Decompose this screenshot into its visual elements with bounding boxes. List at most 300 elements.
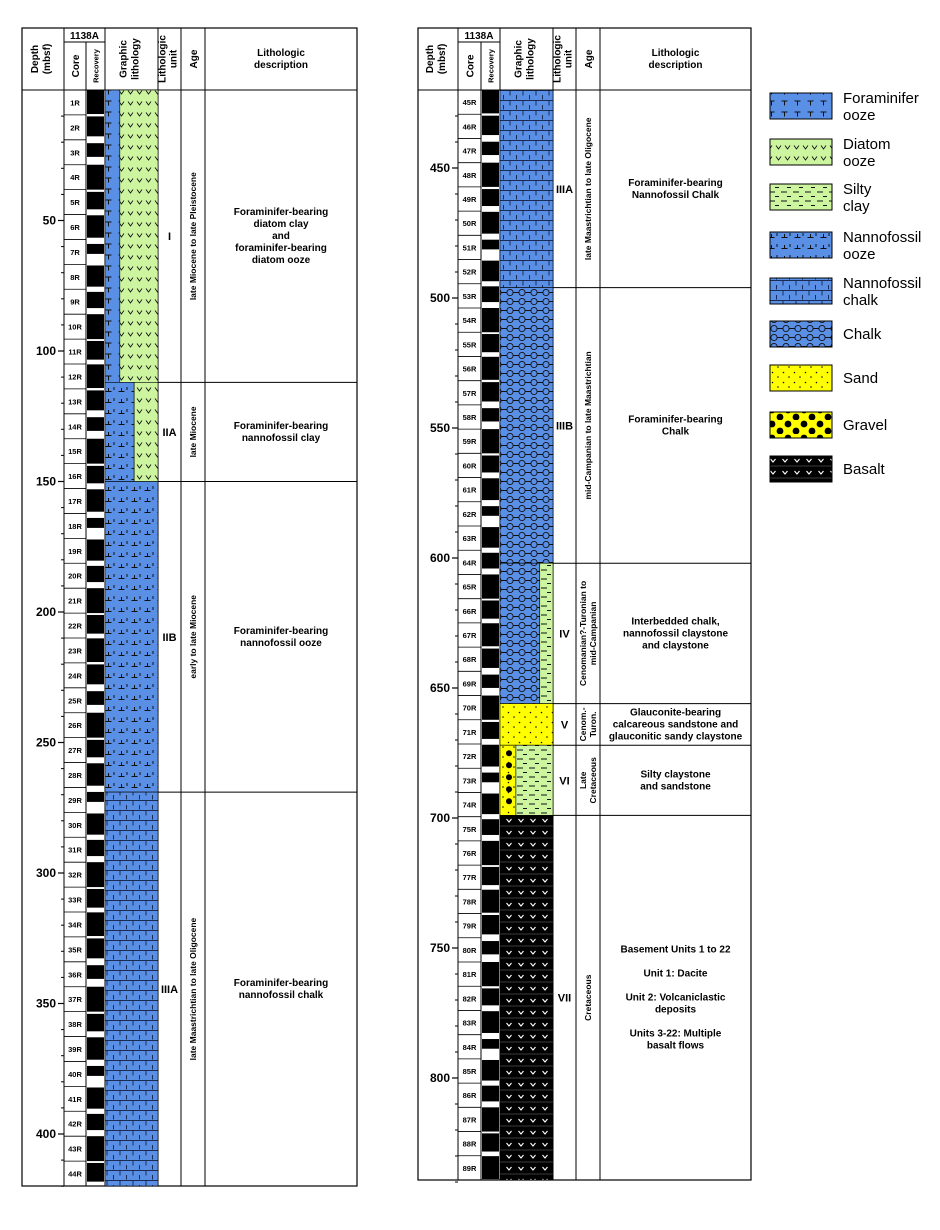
- recovery-bar: [87, 1066, 104, 1076]
- core-label: 64R: [462, 558, 477, 568]
- lithology-diatom-ooze: [134, 382, 158, 481]
- unit-label: IIIA: [160, 984, 179, 997]
- depth-tick-label: 300: [35, 866, 56, 880]
- depth-tick-label: 350: [35, 996, 56, 1011]
- description-text: Chalk: [661, 426, 690, 438]
- recovery-bar: [482, 382, 499, 401]
- gravel-clast: [506, 786, 512, 792]
- legend-label: Gravel: [843, 417, 888, 434]
- recovery-bar: [482, 286, 499, 302]
- core-label: 17R: [68, 497, 82, 506]
- recovery-bar: [87, 518, 104, 528]
- unit-label: V: [560, 719, 569, 732]
- age-label: Cenom.-: [578, 707, 588, 742]
- core-label: 74R: [462, 800, 477, 810]
- recovery-bar: [482, 867, 499, 885]
- description-text: Units 3-22: Multiple: [629, 1028, 722, 1040]
- description-text: foraminifer-bearing: [235, 243, 327, 255]
- unit-header-2: unit: [168, 49, 180, 69]
- description-text: Nannofossil Chalk: [631, 189, 720, 201]
- description-text: nannofossil clay: [241, 432, 321, 444]
- core-label: 81R: [462, 970, 477, 980]
- core-label: 4R: [70, 173, 80, 183]
- core-label: 60R: [462, 461, 477, 471]
- legend-swatch-chalk: [770, 321, 832, 347]
- lithology-nannofossil-chalk: [105, 792, 158, 1186]
- description-text: glauconitic sandy claystone: [608, 731, 743, 743]
- lithology-basalt: [500, 815, 553, 1180]
- lithology-nannofossil-ooze: [105, 382, 134, 481]
- core-label: 75R: [462, 824, 477, 834]
- description-text: Glauconite-bearing: [629, 707, 722, 719]
- core-label: 80R: [462, 945, 477, 955]
- core-label: 8R: [70, 272, 80, 282]
- recovery-bar: [482, 841, 499, 865]
- legend-swatch-diatom-ooze: [770, 139, 832, 165]
- recovery-bar: [87, 840, 104, 856]
- recovery-bar: [87, 588, 104, 613]
- description-text: Foraminifer-bearing: [233, 207, 329, 219]
- core-label: 24R: [68, 671, 82, 681]
- recovery-bar: [87, 215, 104, 237]
- core-label: 20R: [68, 571, 82, 581]
- age-label: late Maastrichtian to late Oligocene: [188, 917, 198, 1061]
- description-text: nannofossil ooze: [240, 637, 322, 649]
- recovery-bar: [482, 429, 499, 453]
- lithology-nannofossil-chalk: [500, 90, 553, 288]
- description-text: diatom ooze: [251, 255, 311, 267]
- recovery-bar: [482, 456, 499, 473]
- recovery-bar: [482, 722, 499, 739]
- description-text: Unit 2: Volcaniclastic: [625, 992, 726, 1004]
- recovery-bar: [482, 988, 499, 1005]
- recovery-bar: [482, 675, 499, 688]
- core-label: 6R: [70, 223, 80, 232]
- core-label: 5R: [70, 198, 80, 208]
- depth-unit-header: (mbsf): [437, 43, 448, 75]
- core-label: 11R: [68, 347, 82, 357]
- recovery-bar: [482, 962, 499, 986]
- core-label: 79R: [462, 921, 477, 931]
- core-label: 70R: [462, 703, 477, 713]
- age-label: late Maastrichtian to late Oligocene: [583, 117, 593, 261]
- core-label: 68R: [462, 655, 477, 665]
- core-label: 65R: [462, 582, 477, 592]
- recovery-bar: [482, 574, 499, 598]
- core-label: 73R: [462, 776, 477, 786]
- description-text: Basement Units 1 to 22: [620, 944, 731, 956]
- recovery-bar: [87, 792, 104, 802]
- description-header: Lithologic: [651, 48, 700, 59]
- core-label: 18R: [68, 521, 82, 531]
- gravel-clast: [506, 798, 512, 804]
- core-label: 55R: [462, 340, 477, 350]
- legend-label: ooze: [843, 246, 876, 263]
- description-text: Foraminifer-bearing: [628, 177, 723, 189]
- recovery-bar: [482, 915, 499, 934]
- graphic-header-2: lithology: [525, 38, 537, 80]
- core-label: 61R: [462, 485, 477, 495]
- lithology-nannofossil-ooze: [105, 482, 158, 793]
- age-header: Age: [584, 49, 595, 69]
- recovery-bar: [482, 1060, 499, 1081]
- recovery-bar: [482, 890, 499, 913]
- recovery-bar: [482, 408, 499, 421]
- recovery-bar: [87, 265, 104, 286]
- core-label: 78R: [462, 897, 477, 907]
- hole-label: 1138A: [464, 31, 494, 42]
- unit-label: IIIB: [555, 420, 574, 433]
- recovery-bar: [482, 357, 499, 380]
- recovery-bar: [482, 1156, 499, 1179]
- legend-swatch-basalt: [770, 456, 832, 482]
- recovery-bar: [87, 1087, 104, 1108]
- description-text: basalt flows: [646, 1040, 705, 1052]
- recovery-bar: [87, 912, 104, 936]
- core-label: 83R: [462, 1018, 477, 1028]
- core-label: 23R: [68, 646, 82, 656]
- age-label: Cretaceous: [583, 974, 593, 1021]
- recovery-header: Recovery: [486, 49, 496, 83]
- recovery-bar: [87, 987, 104, 1012]
- legend-label: Basalt: [843, 461, 885, 478]
- recovery-bar: [482, 623, 499, 646]
- core-label: 27R: [68, 746, 82, 756]
- core-label: 35R: [68, 945, 82, 955]
- legend-label: Diatom: [843, 136, 891, 153]
- recovery-bar: [87, 466, 104, 483]
- lithology-foraminifer-ooze: [105, 90, 120, 382]
- description-text: and: [272, 231, 290, 243]
- recovery-bar: [87, 740, 104, 757]
- legend-swatch-nannofossil-chalk: [770, 278, 832, 304]
- core-label: 67R: [462, 631, 477, 640]
- core-label: 22R: [68, 621, 82, 631]
- core-label: 21R: [68, 596, 82, 606]
- description-text: Foraminifer-bearing: [233, 625, 329, 637]
- age-label: Cenomanian?-Turonian to: [578, 580, 588, 686]
- depth-tick-label: 500: [429, 291, 450, 305]
- recovery-bar: [87, 143, 104, 157]
- core-label: 46R: [462, 122, 477, 132]
- recovery-bar: [87, 713, 104, 738]
- legend-label: Chalk: [843, 326, 882, 343]
- recovery-bar: [87, 192, 104, 209]
- core-label: 38R: [68, 1020, 82, 1030]
- core-label: 84R: [462, 1042, 477, 1052]
- graphic-header-2: lithology: [130, 38, 142, 80]
- recovery-bar: [482, 142, 499, 155]
- core-label: 41R: [68, 1094, 82, 1104]
- core-label: 72R: [462, 752, 477, 762]
- lithology-silty-clay: [540, 563, 553, 703]
- recovery-bar: [482, 163, 499, 187]
- core-label: 16R: [68, 472, 82, 482]
- core-label: 52R: [462, 267, 477, 277]
- core-label: 39R: [68, 1045, 82, 1054]
- recovery-bar: [482, 1011, 499, 1033]
- core-label: 29R: [68, 795, 82, 805]
- description-header: Lithologic: [257, 48, 305, 59]
- depth-tick-label: 250: [35, 735, 56, 750]
- age-header: Age: [189, 49, 200, 69]
- recovery-bar: [87, 539, 104, 560]
- core-label: 42R: [68, 1119, 82, 1129]
- legend-swatch-sand: [770, 365, 832, 391]
- description-text: nannofossil chalk: [238, 990, 324, 1002]
- depth-tick-label: 650: [429, 681, 450, 695]
- core-label: 45R: [462, 98, 477, 108]
- core-label: 43R: [68, 1144, 82, 1154]
- recovery-bar: [87, 566, 104, 582]
- lithology-silty-clay: [516, 745, 553, 815]
- description-text: Foraminifer-bearing: [233, 420, 329, 432]
- legend-swatch-nannofossil-ooze: [770, 232, 832, 258]
- core-label: 57R: [462, 388, 477, 398]
- age-label: late Miocene: [188, 406, 198, 458]
- core-label: 69R: [462, 679, 477, 689]
- core-label: 31R: [68, 845, 82, 855]
- recovery-bar: [482, 1133, 499, 1151]
- recovery-bar: [87, 244, 104, 254]
- core-label: 2R: [70, 123, 80, 133]
- legend-label: Nannofossil: [843, 229, 922, 246]
- recovery-bar: [87, 439, 104, 464]
- core-label: 15R: [68, 447, 82, 457]
- legend-label: ooze: [843, 107, 876, 124]
- age-label: Cretaceous: [588, 757, 598, 804]
- recovery-bar: [87, 364, 104, 388]
- recovery-bar: [482, 506, 499, 516]
- depth-tick-label: 100: [35, 344, 56, 358]
- core-label: 9R: [70, 297, 80, 307]
- core-label: 47R: [462, 146, 477, 156]
- core-label: 30R: [68, 820, 82, 830]
- core-label: 87R: [462, 1115, 477, 1125]
- gravel-clast: [506, 762, 512, 768]
- unit-label: IIA: [162, 426, 177, 439]
- unit-label: IV: [559, 628, 570, 641]
- core-label: 89R: [462, 1163, 477, 1173]
- recovery-bar: [482, 1039, 499, 1049]
- description-text: Foraminifer-bearing: [233, 978, 329, 990]
- core-label: 25R: [68, 696, 82, 706]
- recovery-bar: [482, 1086, 499, 1102]
- recovery-bar: [87, 417, 104, 431]
- age-label: Late: [578, 771, 588, 790]
- recovery-bar: [482, 240, 499, 250]
- graphic-header: Graphic: [513, 40, 525, 78]
- recovery-bar: [87, 1163, 104, 1182]
- unit-label: VI: [559, 775, 570, 788]
- depth-header: Depth: [425, 44, 436, 74]
- core-label: 66R: [462, 606, 477, 616]
- legend-label: Silty: [843, 181, 872, 198]
- core-label: 71R: [462, 727, 477, 737]
- core-label: 10R: [68, 322, 82, 332]
- recovery-bar: [87, 889, 104, 908]
- recovery-bar: [482, 212, 499, 234]
- depth-tick-label: 400: [35, 1127, 56, 1141]
- depth-unit-header: (mbsf): [42, 43, 53, 75]
- recovery-bar: [482, 553, 499, 569]
- description-text: Unit 1: Dacite: [643, 968, 708, 980]
- recovery-bar: [87, 1037, 104, 1059]
- description-text: calcareous sandstone and: [612, 719, 739, 731]
- left-core-log: [22, 28, 357, 1186]
- core-label: 62R: [462, 509, 477, 519]
- recovery-bar: [87, 965, 104, 979]
- core-label: 37R: [68, 995, 82, 1005]
- core-label: 85R: [462, 1067, 477, 1076]
- description-text: Foraminifer-bearing: [628, 414, 723, 426]
- graphic-header: Graphic: [118, 40, 130, 78]
- legend-swatch-silty-clay: [770, 184, 832, 210]
- recovery-bar: [482, 696, 499, 720]
- core-label: 77R: [462, 873, 477, 883]
- core-label: 33R: [68, 895, 82, 905]
- unit-label: I: [167, 231, 172, 244]
- description-text: nannofossil claystone: [622, 628, 729, 640]
- depth-tick-label: 600: [429, 551, 450, 565]
- depth-tick-label: 150: [35, 474, 56, 489]
- unit-header-2: unit: [563, 49, 575, 69]
- legend-label: clay: [843, 198, 870, 215]
- recovery-bar: [87, 292, 104, 308]
- core-label: 59R: [462, 437, 477, 447]
- core-label: 34R: [68, 920, 82, 930]
- unit-label: VII: [557, 992, 572, 1005]
- core-label: 28R: [68, 771, 82, 780]
- lithology-chalk: [500, 288, 553, 564]
- description-text: Silty claystone: [640, 769, 711, 781]
- unit-header: Lithologic: [552, 35, 564, 83]
- recovery-bar: [87, 314, 104, 339]
- recovery-bar: [87, 938, 104, 958]
- core-label: 44R: [68, 1169, 82, 1179]
- recovery-bar: [482, 941, 499, 954]
- recovery-bar: [482, 90, 499, 113]
- recovery-bar: [87, 691, 104, 705]
- recovery-bar: [482, 527, 499, 548]
- recovery-bar: [87, 1114, 104, 1130]
- recovery-bar: [87, 1014, 104, 1031]
- depth-tick-label: 50: [42, 213, 56, 228]
- core-label: 12R: [68, 372, 82, 382]
- core-label: 58R: [462, 413, 477, 422]
- recovery-bar: [482, 600, 499, 618]
- core-label: 56R: [462, 364, 477, 374]
- description-text: and claystone: [642, 640, 709, 652]
- lithology-sand: [500, 704, 553, 746]
- core-label: 49R: [462, 195, 477, 204]
- core-label: 7R: [70, 247, 80, 257]
- recovery-bar: [482, 478, 499, 500]
- depth-tick-label: 200: [35, 605, 56, 619]
- age-label: mid-Campanian to late Maastrichtian: [583, 351, 593, 500]
- recovery-bar: [87, 489, 104, 511]
- unit-label: IIIA: [555, 183, 574, 196]
- recovery-bar: [482, 308, 499, 332]
- age-label: mid-Campanian: [588, 601, 598, 666]
- recovery-bar: [87, 390, 104, 410]
- description-header-2: description: [254, 60, 308, 71]
- core-label: 26R: [68, 721, 82, 731]
- core-label: 40R: [68, 1069, 82, 1079]
- hole-label: 1138A: [70, 31, 99, 42]
- core-label: 19R: [68, 546, 82, 556]
- core-label: 1R: [70, 98, 80, 108]
- age-label: early to late Miocene: [188, 594, 198, 679]
- recovery-bar: [87, 813, 104, 834]
- recovery-bar: [482, 819, 499, 835]
- depth-tick-label: 550: [429, 421, 450, 435]
- recovery-bar: [87, 638, 104, 662]
- core-label: 13R: [68, 397, 82, 407]
- recovery-bar: [87, 116, 104, 136]
- right-core-log: [418, 28, 751, 1182]
- recovery-bar: [87, 862, 104, 887]
- core-label: 76R: [462, 849, 477, 858]
- unit-label: IIB: [162, 631, 177, 644]
- description-text: Interbedded chalk,: [631, 616, 720, 628]
- description-header-2: description: [648, 60, 703, 71]
- depth-tick-label: 700: [429, 811, 450, 825]
- recovery-bar: [482, 745, 499, 767]
- recovery-bar: [87, 165, 104, 190]
- gravel-clast: [506, 774, 512, 780]
- core-label: 82R: [462, 994, 477, 1004]
- recovery-bar: [87, 763, 104, 785]
- recovery-bar: [482, 773, 499, 783]
- core-label: 14R: [68, 422, 82, 432]
- depth-tick-label: 450: [429, 161, 450, 175]
- recovery-header: Recovery: [91, 49, 101, 83]
- description-text: and sandstone: [640, 781, 711, 793]
- recovery-bar: [87, 664, 104, 684]
- recovery-bar: [87, 90, 104, 114]
- core-label: 3R: [70, 148, 80, 158]
- age-label: Turon.: [588, 711, 598, 738]
- recovery-bar: [87, 615, 104, 634]
- legend-swatch-gravel: [770, 412, 832, 438]
- core-label: 63R: [462, 534, 477, 544]
- depth-tick-label: 750: [429, 941, 450, 955]
- core-label: 86R: [462, 1091, 477, 1101]
- lithology-legend: [770, 90, 921, 482]
- recovery-bar: [87, 1136, 104, 1161]
- description-text: deposits: [654, 1004, 697, 1016]
- depth-tick-label: 800: [429, 1071, 450, 1085]
- lithology-diatom-ooze: [120, 90, 158, 382]
- recovery-bar: [482, 649, 499, 668]
- recovery-bar: [482, 1107, 499, 1131]
- recovery-bar: [482, 189, 499, 206]
- depth-header: Depth: [30, 44, 41, 74]
- legend-label: Sand: [843, 370, 879, 387]
- core-label: 48R: [462, 170, 477, 180]
- unit-header: Lithologic: [157, 35, 169, 83]
- legend-swatch-foraminifer-ooze: [770, 93, 832, 119]
- core-label: 88R: [462, 1139, 477, 1149]
- lithology-chalk: [500, 563, 540, 703]
- core-header: Core: [71, 54, 82, 78]
- legend-label: chalk: [843, 292, 879, 309]
- core-label: 32R: [68, 870, 82, 880]
- description-text: diatom clay: [253, 219, 309, 231]
- legend-label: Foraminifer: [843, 90, 919, 107]
- legend-label: ooze: [843, 153, 876, 170]
